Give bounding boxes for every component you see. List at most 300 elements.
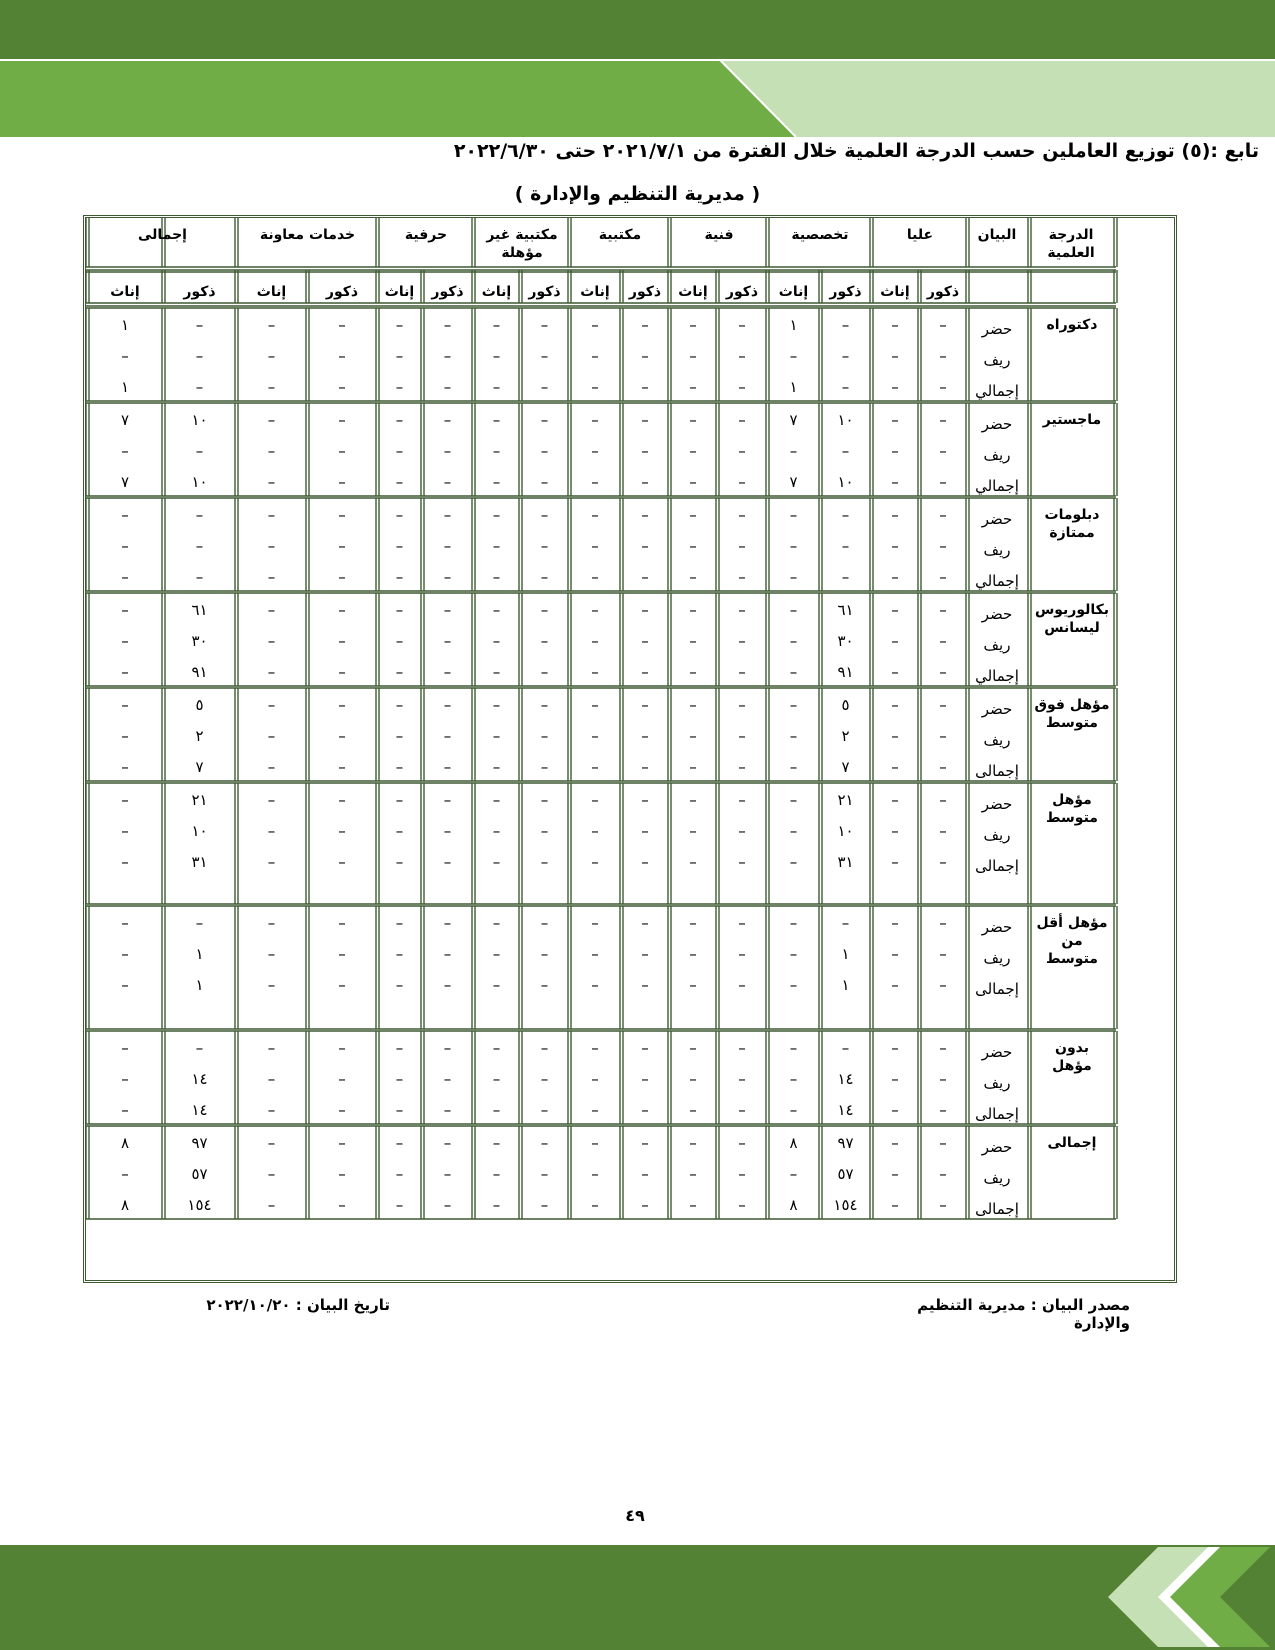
table-cell: – — [492, 601, 501, 619]
table-cell: – — [641, 1070, 649, 1088]
row-statement-label: إجمالي — [975, 382, 1019, 400]
table-cell: – — [540, 316, 549, 334]
table-cell: – — [789, 822, 798, 840]
table-cell: ٦١ — [191, 601, 208, 619]
row-statement-label: حضر — [981, 795, 1013, 813]
table-cell: – — [267, 632, 276, 650]
group-header: إجمالى — [138, 227, 187, 243]
group-header: فنية — [704, 227, 734, 243]
table-cell: – — [738, 347, 746, 365]
table-cell: ٥ — [195, 696, 204, 714]
table-cell: – — [591, 1039, 599, 1057]
table-cell: – — [540, 473, 549, 491]
table-cell: – — [443, 791, 452, 809]
table-cell: – — [395, 1039, 404, 1057]
table-cell: – — [689, 568, 697, 586]
table-cell: – — [443, 696, 452, 714]
table-cell: ٣١ — [837, 853, 854, 871]
table-cell: – — [492, 758, 501, 776]
table-cell: – — [689, 442, 697, 460]
table-cell: – — [338, 1196, 346, 1214]
table-cell: – — [939, 632, 947, 650]
statistics-table — [83, 215, 1177, 1283]
table-cell: ١ — [789, 316, 798, 334]
table-cell: – — [591, 316, 599, 334]
row-statement-label: إجمالى — [975, 762, 1019, 780]
table-cell: – — [540, 791, 549, 809]
table-cell: – — [891, 442, 899, 460]
table-cell: – — [395, 568, 404, 586]
sub-header: إناث — [481, 284, 512, 300]
table-cell: – — [641, 411, 649, 429]
table-cell: – — [492, 822, 501, 840]
table-cell: – — [689, 411, 697, 429]
table-cell: – — [641, 1134, 649, 1152]
table-cell: – — [591, 601, 599, 619]
table-cell: – — [641, 1101, 649, 1119]
table-cell: – — [338, 727, 346, 745]
table-cell: – — [939, 506, 947, 524]
sub-header: ذكور — [183, 284, 216, 300]
table-cell: – — [689, 378, 697, 396]
table-cell: – — [591, 663, 599, 681]
table-cell: – — [395, 442, 404, 460]
group-header: مكتبية غير مؤهلة — [486, 227, 558, 261]
table-cell: – — [443, 601, 452, 619]
table-cell: – — [939, 411, 947, 429]
table-cell: – — [338, 316, 346, 334]
table-cell: – — [121, 632, 129, 650]
table-cell: – — [121, 914, 129, 932]
table-cell: ١٠ — [837, 473, 854, 491]
table-cell: – — [939, 601, 947, 619]
degree-label: بكالوريوس ليسانس — [1034, 602, 1110, 636]
table-cell: ١٤ — [191, 1101, 208, 1119]
table-cell: – — [841, 568, 850, 586]
table-cell: ١٤ — [837, 1101, 854, 1119]
corner-header: الدرجة العلمية — [1047, 227, 1095, 261]
table-cell: – — [738, 696, 746, 714]
table-cell: – — [939, 537, 947, 555]
table-cell: – — [689, 1134, 697, 1152]
table-cell: – — [738, 1070, 746, 1088]
row-statement-label: ريف — [983, 826, 1011, 844]
table-cell: – — [540, 1165, 549, 1183]
table-cell: – — [338, 347, 346, 365]
table-cell: – — [395, 1196, 404, 1214]
sub-header: إناث — [778, 284, 809, 300]
table-cell: ٧ — [120, 473, 130, 491]
table-cell: – — [891, 945, 899, 963]
table-cell: – — [443, 727, 452, 745]
table-cell: – — [641, 727, 649, 745]
table-cell: – — [891, 791, 899, 809]
table-cell: ٨ — [120, 1196, 130, 1214]
table-cell: – — [891, 537, 899, 555]
table-cell: – — [891, 696, 899, 714]
table-cell: – — [540, 568, 549, 586]
table-cell: – — [641, 945, 649, 963]
table-cell: ١٠ — [191, 822, 208, 840]
table-title: تابع :(٥) توزيع العاملين حسب الدرجة العلمية خلال الفترة من ٢٠٢١/٧/١ حتى ٢٠٢٢/٦/٣٠ — [453, 140, 1259, 162]
table-cell: – — [789, 945, 798, 963]
group-header: حرفية — [404, 227, 448, 243]
degree-label: مؤهل فوق متوسط — [1034, 697, 1110, 731]
table-cell: – — [939, 663, 947, 681]
table-cell: – — [492, 411, 501, 429]
table-cell: – — [591, 1101, 599, 1119]
table-cell: – — [267, 316, 276, 334]
table-cell: – — [789, 1039, 798, 1057]
table-cell: – — [395, 663, 404, 681]
row-statement-label: ريف — [983, 1169, 1011, 1187]
table-cell: – — [689, 601, 697, 619]
table-cell: – — [395, 1101, 404, 1119]
table-cell: – — [492, 853, 501, 871]
table-cell: – — [789, 537, 798, 555]
table-cell: – — [738, 378, 746, 396]
table-cell: – — [540, 758, 549, 776]
table-cell: – — [121, 976, 129, 994]
table-cell: – — [738, 506, 746, 524]
sub-header: إناث — [256, 284, 287, 300]
table-cell: ١٥٤ — [833, 1196, 858, 1214]
table-cell: – — [395, 696, 404, 714]
degree-label: بدون مؤهل — [1052, 1040, 1092, 1074]
table-cell: – — [689, 791, 697, 809]
table-cell: – — [395, 601, 404, 619]
table-cell: – — [267, 411, 276, 429]
table-cell: ٧ — [195, 758, 204, 776]
table-cell: – — [591, 632, 599, 650]
top-decorative-band — [0, 0, 1275, 140]
table-cell: – — [443, 632, 452, 650]
table-cell: – — [891, 822, 899, 840]
table-cell: – — [492, 347, 501, 365]
table-cell: – — [738, 758, 746, 776]
table-cell: – — [267, 663, 276, 681]
row-statement-label: ريف — [983, 351, 1011, 369]
table-cell: – — [738, 822, 746, 840]
table-cell: – — [540, 822, 549, 840]
table-cell: – — [195, 442, 204, 460]
table-cell: – — [338, 758, 346, 776]
table-cell: – — [738, 1101, 746, 1119]
table-cell: – — [939, 347, 947, 365]
group-header: خدمات معاونة — [259, 227, 356, 243]
table-cell: ٢١ — [191, 791, 208, 809]
table-cell: – — [641, 914, 649, 932]
bottom-decorative-band — [0, 1545, 1275, 1650]
table-cell: – — [443, 945, 452, 963]
table-cell: – — [939, 473, 947, 491]
table-cell: – — [738, 1039, 746, 1057]
table-cell: – — [338, 945, 346, 963]
table-cell: – — [267, 853, 276, 871]
table-cell: – — [540, 411, 549, 429]
table-cell: – — [841, 506, 850, 524]
table-cell: – — [738, 945, 746, 963]
table-cell: – — [891, 1039, 899, 1057]
table-cell: – — [443, 347, 452, 365]
table-cell: – — [891, 632, 899, 650]
table-cell: – — [689, 1039, 697, 1057]
table-cell: – — [443, 914, 452, 932]
table-cell: – — [841, 378, 850, 396]
table-cell: – — [195, 914, 204, 932]
table-cell: – — [789, 758, 798, 776]
table-cell: ١ — [195, 976, 204, 994]
table-cell: – — [267, 822, 276, 840]
table-cell: ٨ — [789, 1196, 798, 1214]
table-cell: – — [591, 822, 599, 840]
table-cell: – — [689, 758, 697, 776]
table-cell: – — [492, 1070, 501, 1088]
table-cell: – — [492, 316, 501, 334]
table-cell: – — [395, 727, 404, 745]
row-statement-label: حضر — [981, 1138, 1013, 1156]
table-cell: – — [789, 663, 798, 681]
table-cell: – — [443, 1039, 452, 1057]
table-cell: – — [338, 1070, 346, 1088]
table-cell: – — [540, 1101, 549, 1119]
table-cell: – — [939, 976, 947, 994]
degree-label: ماجستير — [1042, 412, 1102, 428]
table-cell: – — [395, 945, 404, 963]
table-cell: – — [338, 601, 346, 619]
table-cell: – — [789, 727, 798, 745]
table-cell: – — [195, 378, 204, 396]
table-cell: – — [492, 1039, 501, 1057]
table-cell: – — [891, 378, 899, 396]
table-cell: – — [939, 1165, 947, 1183]
sub-header: ذكور — [528, 284, 561, 300]
table-cell: – — [891, 663, 899, 681]
table-cell: – — [641, 632, 649, 650]
table-cell: – — [338, 1165, 346, 1183]
row-statement-label: ريف — [983, 949, 1011, 967]
table-cell: – — [492, 976, 501, 994]
table-cell: – — [540, 663, 549, 681]
table-cell: – — [689, 822, 697, 840]
table-cell: – — [121, 822, 129, 840]
sub-header: ذكور — [926, 284, 960, 300]
table-cell: – — [891, 853, 899, 871]
table-cell: – — [641, 537, 649, 555]
table-cell: – — [789, 347, 798, 365]
table-cell: ١٤ — [191, 1070, 208, 1088]
table-cell: – — [738, 411, 746, 429]
table-cell: – — [121, 791, 129, 809]
table-cell: – — [689, 537, 697, 555]
table-cell: – — [641, 1039, 649, 1057]
table-cell: – — [540, 442, 549, 460]
table-cell: – — [939, 853, 947, 871]
table-cell: – — [443, 316, 452, 334]
table-cell: – — [540, 378, 549, 396]
table-cell: – — [492, 791, 501, 809]
row-statement-label: ريف — [983, 636, 1011, 654]
table-cell: – — [591, 411, 599, 429]
table-cell: – — [789, 632, 798, 650]
table-cell: – — [939, 1070, 947, 1088]
table-cell: ٥ — [841, 696, 850, 714]
table-cell: – — [267, 1196, 276, 1214]
row-statement-label: إجمالى — [975, 980, 1019, 998]
table-cell: – — [641, 506, 649, 524]
degree-label: مؤهل أقل من متوسط — [1036, 915, 1108, 967]
table-cell: – — [641, 696, 649, 714]
table-cell: – — [492, 568, 501, 586]
table-cell: – — [492, 945, 501, 963]
table-cell: – — [338, 914, 346, 932]
table-cell: – — [338, 411, 346, 429]
table-cell: – — [338, 853, 346, 871]
table-cell: – — [121, 663, 129, 681]
table-cell: – — [641, 347, 649, 365]
table-cell: – — [738, 663, 746, 681]
row-statement-label: إجمالى — [975, 1200, 1019, 1218]
table-cell: – — [395, 791, 404, 809]
table-cell: – — [939, 1101, 947, 1119]
table-cell: – — [395, 347, 404, 365]
table-cell: – — [591, 791, 599, 809]
table-cell: ١ — [195, 945, 204, 963]
table-cell: – — [395, 632, 404, 650]
table-cell: – — [591, 473, 599, 491]
table-cell: – — [443, 1070, 452, 1088]
table-cell: ٥٧ — [191, 1165, 208, 1183]
table-cell: ١ — [841, 976, 850, 994]
table-cell: – — [395, 378, 404, 396]
table-cell: – — [738, 568, 746, 586]
table-cell: – — [738, 791, 746, 809]
table-cell: – — [689, 347, 697, 365]
row-statement-label: حضر — [981, 918, 1013, 936]
table-cell: – — [267, 1039, 276, 1057]
row-statement-label: إجمالي — [975, 667, 1019, 685]
table-cell: – — [738, 316, 746, 334]
table-cell: – — [121, 853, 129, 871]
sub-header: إناث — [580, 284, 610, 300]
table-cell: – — [540, 601, 549, 619]
table-cell: – — [841, 347, 850, 365]
table-cell: – — [395, 1165, 404, 1183]
table-cell: – — [121, 1070, 129, 1088]
degree-label: دبلومات ممتازة — [1044, 507, 1100, 541]
table-cell: – — [267, 568, 276, 586]
table-cell: – — [121, 347, 129, 365]
table-cell: – — [443, 378, 452, 396]
table-cell: – — [267, 1165, 276, 1183]
table-cell: – — [591, 758, 599, 776]
table-cell: ١٥٤ — [187, 1196, 212, 1214]
table-cell: – — [121, 758, 129, 776]
table-cell: ١٠ — [191, 473, 208, 491]
table-cell: – — [789, 506, 798, 524]
data-date: تاريخ البيان : ٢٠٢٢/١٠/٢٠ — [206, 1296, 390, 1314]
table-cell: – — [338, 632, 346, 650]
table-cell: – — [789, 791, 798, 809]
table-cell: ٩١ — [837, 663, 854, 681]
table-cell: – — [121, 945, 129, 963]
table-cell: – — [492, 1196, 501, 1214]
table-cell: – — [443, 1101, 452, 1119]
table-cell: – — [195, 1039, 204, 1057]
table-cell: – — [492, 1101, 501, 1119]
degree-label: إجمالى — [1047, 1135, 1097, 1151]
table-cell: – — [267, 945, 276, 963]
table-cell: – — [641, 976, 649, 994]
row-statement-label: إجمالي — [975, 572, 1019, 590]
data-source: مصدر البيان : مديرية التنظيم والإدارة — [917, 1296, 1130, 1332]
table-cell: – — [267, 727, 276, 745]
table-cell: – — [591, 1165, 599, 1183]
table-cell: – — [540, 632, 549, 650]
table-cell: – — [267, 1101, 276, 1119]
table-cell: – — [267, 914, 276, 932]
table-cell: – — [121, 506, 129, 524]
table-cell: – — [789, 696, 798, 714]
table-cell: – — [689, 1165, 697, 1183]
row-statement-label: حضر — [981, 415, 1013, 433]
table-cell: – — [443, 537, 452, 555]
table-cell: – — [338, 506, 346, 524]
table-cell: – — [939, 914, 947, 932]
table-cell: – — [395, 1134, 404, 1152]
table-cell: – — [891, 568, 899, 586]
table-cell: – — [891, 1101, 899, 1119]
table-cell: – — [443, 1165, 452, 1183]
table-cell: – — [689, 506, 697, 524]
table-cell: – — [939, 378, 947, 396]
table-cell: – — [267, 378, 276, 396]
table-cell: ٣٠ — [191, 632, 208, 650]
table-cell: – — [492, 632, 501, 650]
table-cell: – — [443, 853, 452, 871]
row-statement-label: ريف — [983, 541, 1011, 559]
table-cell: – — [689, 632, 697, 650]
table-cell: ١٤ — [837, 1070, 854, 1088]
table-cell: – — [121, 1039, 129, 1057]
table-cell: – — [738, 1196, 746, 1214]
table-cell: – — [267, 1070, 276, 1088]
table-cell: – — [891, 976, 899, 994]
table-cell: – — [641, 1196, 649, 1214]
table-cell: – — [492, 727, 501, 745]
table-cell: – — [443, 663, 452, 681]
table-cell: ٥٧ — [837, 1165, 854, 1183]
table-cell: – — [492, 473, 501, 491]
table-cell: – — [267, 976, 276, 994]
table-cell: – — [939, 442, 947, 460]
table-cell: – — [443, 473, 452, 491]
table-cell: – — [939, 568, 947, 586]
table-cell: – — [121, 727, 129, 745]
table-cell: – — [891, 1165, 899, 1183]
table-cell: – — [591, 945, 599, 963]
table-cell: – — [195, 506, 204, 524]
table-cell: – — [641, 791, 649, 809]
row-statement-label: إجمالى — [975, 857, 1019, 875]
table-cell: – — [540, 506, 549, 524]
table-cell: – — [939, 1039, 947, 1057]
table-cell: – — [540, 727, 549, 745]
table-cell: – — [338, 442, 346, 460]
row-statement-label: حضر — [981, 320, 1013, 338]
table-cell: – — [689, 914, 697, 932]
sub-header: إناث — [880, 284, 910, 300]
